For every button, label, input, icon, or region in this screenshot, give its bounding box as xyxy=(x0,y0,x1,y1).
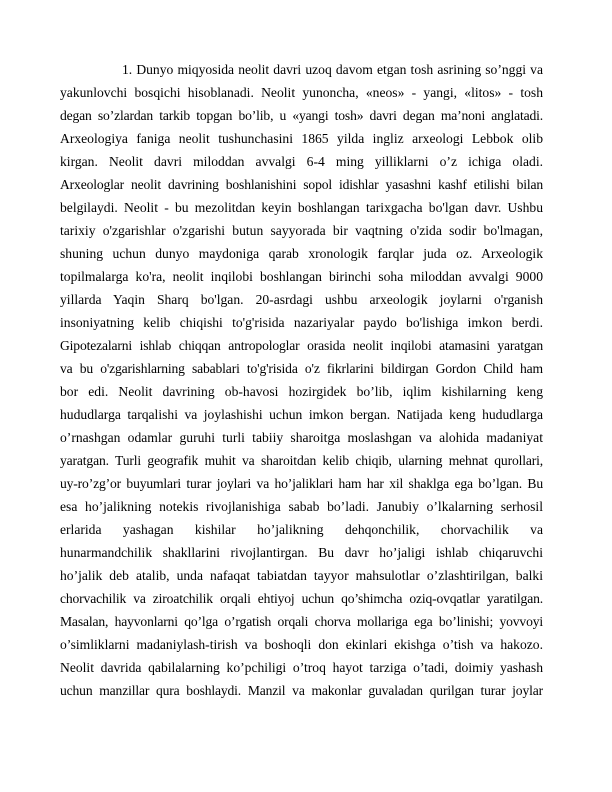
text-line: esa ho’jalikning notekis rivojlanishiga sabab bo’ladi. Janubiy o’lkalarning serhosil xyxy=(60,499,543,514)
text-line: uchun manzillar qura boshlaydi. Manzil va makonlar guvaladan qurilgan turar joylar xyxy=(60,683,543,698)
text-line: yillarda Yaqin Sharq bo'lgan. 20-asrdagi ushbu arxeologik joylarni o'rganish xyxy=(60,292,543,307)
text-line: yakunlovchi bosqichi hisoblanadi. Neolit yunoncha, «neos» - yangi, «litos» - tosh xyxy=(60,85,543,100)
text-line: chorvachilik va ziroatchilik orqali ehtiyoj uchun qo’shimcha oziq-ovqatlar yaratilgan. xyxy=(60,591,543,606)
text-line: bor edi. Neolit davrining ob-havosi hozirgidek bo’lib, iqlim kishilarning keng xyxy=(60,384,543,399)
text-line: o’rnashgan odamlar guruhi turli tabiiy sharoitga moslashgan va alohida madaniyat xyxy=(60,430,543,445)
text-line: va bu o'zgarishlarning sabablari to'g'risida o'z fikrlarini bildirgan Gordon Child ham xyxy=(60,361,543,376)
text-line: 1. Dunyo miqyosida neolit davri uzoq davom etgan tosh asrining so’nggi va xyxy=(122,62,543,77)
text-line: Gipotezalarni ishlab chiqqan antropologlar orasida neolit inqilobi atamasini yaratgan xyxy=(60,338,543,353)
text-line: hududlarga tarqalishi va joylashishi uchun imkon bergan. Natijada keng hududlarga xyxy=(60,407,543,422)
body-paragraph xyxy=(60,58,543,702)
text-line: kirgan. Neolit davri miloddan avvalgi 6-4 ming yilliklarni o’z ichiga oladi. xyxy=(60,154,543,169)
text-line: ho’jalik deb atalib, unda nafaqat tabiatdan tayyor mahsulotlar o’zlashtirilgan, balki xyxy=(60,568,543,583)
text-line: o’simliklarni madaniylash-tirish va boshoqli don ekinlari ekishga o’tish va hakozo. xyxy=(60,637,543,652)
text-line: Neolit davrida qabilalarning ko’pchiligi o’troq hayot tarziga o’tadi, doimiy yashash xyxy=(60,660,543,675)
text-line: insoniyatning kelib chiqishi to'g'risida nazariyalar paydo bo'lishiga imkon berdi. xyxy=(60,315,543,330)
text-line: Arxeologiya faniga neolit tushunchasini 1865 yilda ingliz arxeologi Lebbok olib xyxy=(60,131,543,146)
text-line: uy-ro’zg’or buyumlari turar joylari va ho’jaliklari ham har xil shaklga ega bo’lgan. Bu xyxy=(60,476,543,491)
text-line: topilmalarga ko'ra, neolit inqilobi boshlangan birinchi soha miloddan avvalgi 9000 xyxy=(60,269,543,284)
text-line: Arxeologlar neolit davrining boshlanishini sopol idishlar yasashni kashf etilishi bilan xyxy=(60,177,543,192)
text-line: hunarmandchilik shakllarini rivojlantirgan. Bu davr ho’jaligi ishlab chiqaruvchi xyxy=(60,545,543,560)
text-line: tarixiy o'zgarishlar o'zgarishi butun sayyorada bir vaqtning o'zida sodir bo'lmagan, xyxy=(60,223,543,238)
text-line: belgilaydi. Neolit - bu mezolitdan keyin boshlangan tarixgacha bo'lgan davr. Ushbu xyxy=(60,200,543,215)
text-line: erlarida yashagan kishilar ho’jalikning dehqonchilik, chorvachilik va xyxy=(60,522,543,537)
text-line: Masalan, hayvonlarni qo’lga o’rgatish orqali chorva mollariga ega bo’linishi; yovvoyi xyxy=(60,614,543,629)
text-line: degan so’zlardan tarkib topgan bo’lib, u «yangi tosh» davri degan ma’noni anglatadi. xyxy=(60,108,543,123)
text-line: yaratgan. Turli geografik muhit va sharoitdan kelib chiqib, ularning mehnat qurollari, xyxy=(60,453,543,468)
text-line: shuning uchun dunyo maydoniga qarab xronologik farqlar juda oz. Arxeologik xyxy=(60,246,543,261)
